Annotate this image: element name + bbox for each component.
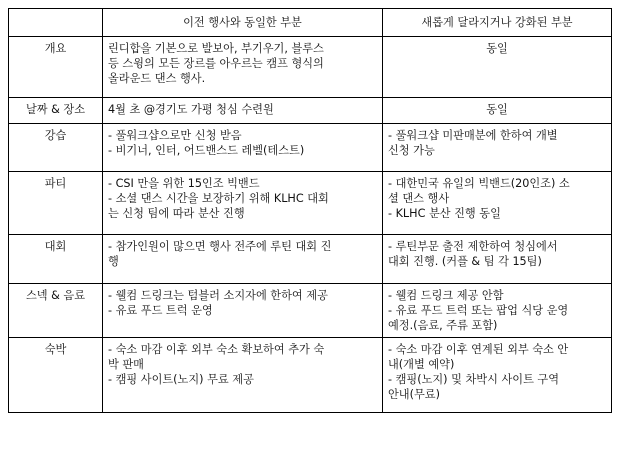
cell-line: - 캠핑 사이트(노지) 무료 제공	[108, 373, 254, 386]
cell-line: - 캠핑(노지) 및 차박시 사이트 구역	[388, 373, 560, 386]
cell-contest-same	[103, 235, 383, 284]
cell-line: 행	[108, 255, 119, 268]
cell-line: 4월 초 @경기도 가평 청심 수련원	[108, 103, 274, 116]
cell-line: 대회 진행. (커플 & 팀 각 15팀)	[388, 255, 542, 268]
cell-line: 등 스윙의 모든 장르를 아우르는 캠프 형식의	[108, 57, 324, 70]
cell-line: 내(개별 예약)	[388, 358, 455, 371]
cell-line: 예정.(음료, 주류 포함)	[388, 319, 498, 332]
cell-line: - 웰컴 드링크는 텀블러 소지자에 한하여 제공	[108, 289, 328, 302]
cell-class-same	[103, 124, 383, 172]
row-label-contest: 대회	[9, 235, 103, 284]
cell-date-new	[383, 98, 612, 124]
cell-line: 박 판매	[108, 358, 144, 371]
cell-line: 신청 가능	[388, 144, 435, 157]
cell-line: - 유료 푸드 트럭 또는 팝업 식당 운영	[388, 304, 569, 317]
cell-contest-new	[383, 235, 612, 284]
cell-line: 안내(무료)	[388, 388, 440, 401]
cell-line: - 숙소 마감 이후 연계된 외부 숙소 안	[388, 343, 569, 356]
cell-snack-same	[103, 284, 383, 338]
cell-line: - CSI 만을 위한 15인조 빅밴드	[108, 177, 260, 190]
row-label-overview: 개요	[9, 37, 103, 98]
table-row-party	[9, 172, 612, 235]
row-label-party: 파티	[9, 172, 103, 235]
table-row-date-place	[9, 98, 612, 124]
cell-line: - KLHC 분산 진행 동일	[388, 207, 501, 220]
table-row-lodging	[9, 338, 612, 413]
row-label-class: 강습	[9, 124, 103, 172]
header-same-as-before: 이전 행사와 동일한 부분	[103, 9, 383, 37]
cell-line: - 루틴부문 출전 제한하여 청심에서	[388, 240, 558, 253]
cell-snack-new	[383, 284, 612, 338]
table-row-class	[9, 124, 612, 172]
cell-line: - 유료 푸드 트럭 운영	[108, 304, 213, 317]
cell-line: 린디합을 기본으로 발보아, 부기우기, 블루스	[108, 42, 324, 55]
table-row-overview	[9, 37, 612, 98]
cell-line: 올라운드 댄스 행사.	[108, 72, 206, 85]
comparison-table	[8, 8, 612, 413]
cell-line: 동일	[486, 42, 508, 55]
row-label-date-place: 날짜 & 장소	[9, 98, 103, 124]
table-row-snack-drink	[9, 284, 612, 338]
cell-line: 셜 댄스 행사	[388, 192, 450, 205]
cell-line: - 풀워크샵으로만 신청 받음	[108, 129, 242, 142]
cell-line: - 웰컴 드링크 제공 안함	[388, 289, 504, 302]
cell-line: - 숙소 마감 이후 외부 숙소 확보하여 추가 숙	[108, 343, 325, 356]
cell-lodging-same	[103, 338, 383, 413]
cell-line: - 소셜 댄스 시간을 보장하기 위해 KLHC 대회	[108, 192, 329, 205]
cell-party-same	[103, 172, 383, 235]
cell-line: - 비기너, 인터, 어드밴스드 레벨(테스트)	[108, 144, 305, 157]
cell-line: - 풀워크샵 미판매분에 한하여 개별	[388, 129, 558, 142]
header-new-or-enhanced: 새롭게 달라지거나 강화된 부분	[383, 9, 612, 37]
row-label-snack-drink: 스넥 & 음료	[9, 284, 103, 338]
cell-party-new	[383, 172, 612, 235]
table-header-row	[9, 9, 612, 37]
header-empty-cell	[9, 9, 103, 37]
cell-overview-new	[383, 37, 612, 98]
cell-line: - 대한민국 유일의 빅밴드(20인조) 소	[388, 177, 570, 190]
cell-overview-same	[103, 37, 383, 98]
cell-line: 동일	[486, 103, 508, 116]
cell-line: 는 신청 팀에 따라 분산 진행	[108, 207, 245, 220]
row-label-lodging: 숙박	[9, 338, 103, 413]
table-row-contest	[9, 235, 612, 284]
cell-date-same	[103, 98, 383, 124]
cell-class-new	[383, 124, 612, 172]
cell-lodging-new	[383, 338, 612, 413]
cell-line: - 참가인원이 많으면 행사 전주에 루틴 대회 진	[108, 240, 332, 253]
